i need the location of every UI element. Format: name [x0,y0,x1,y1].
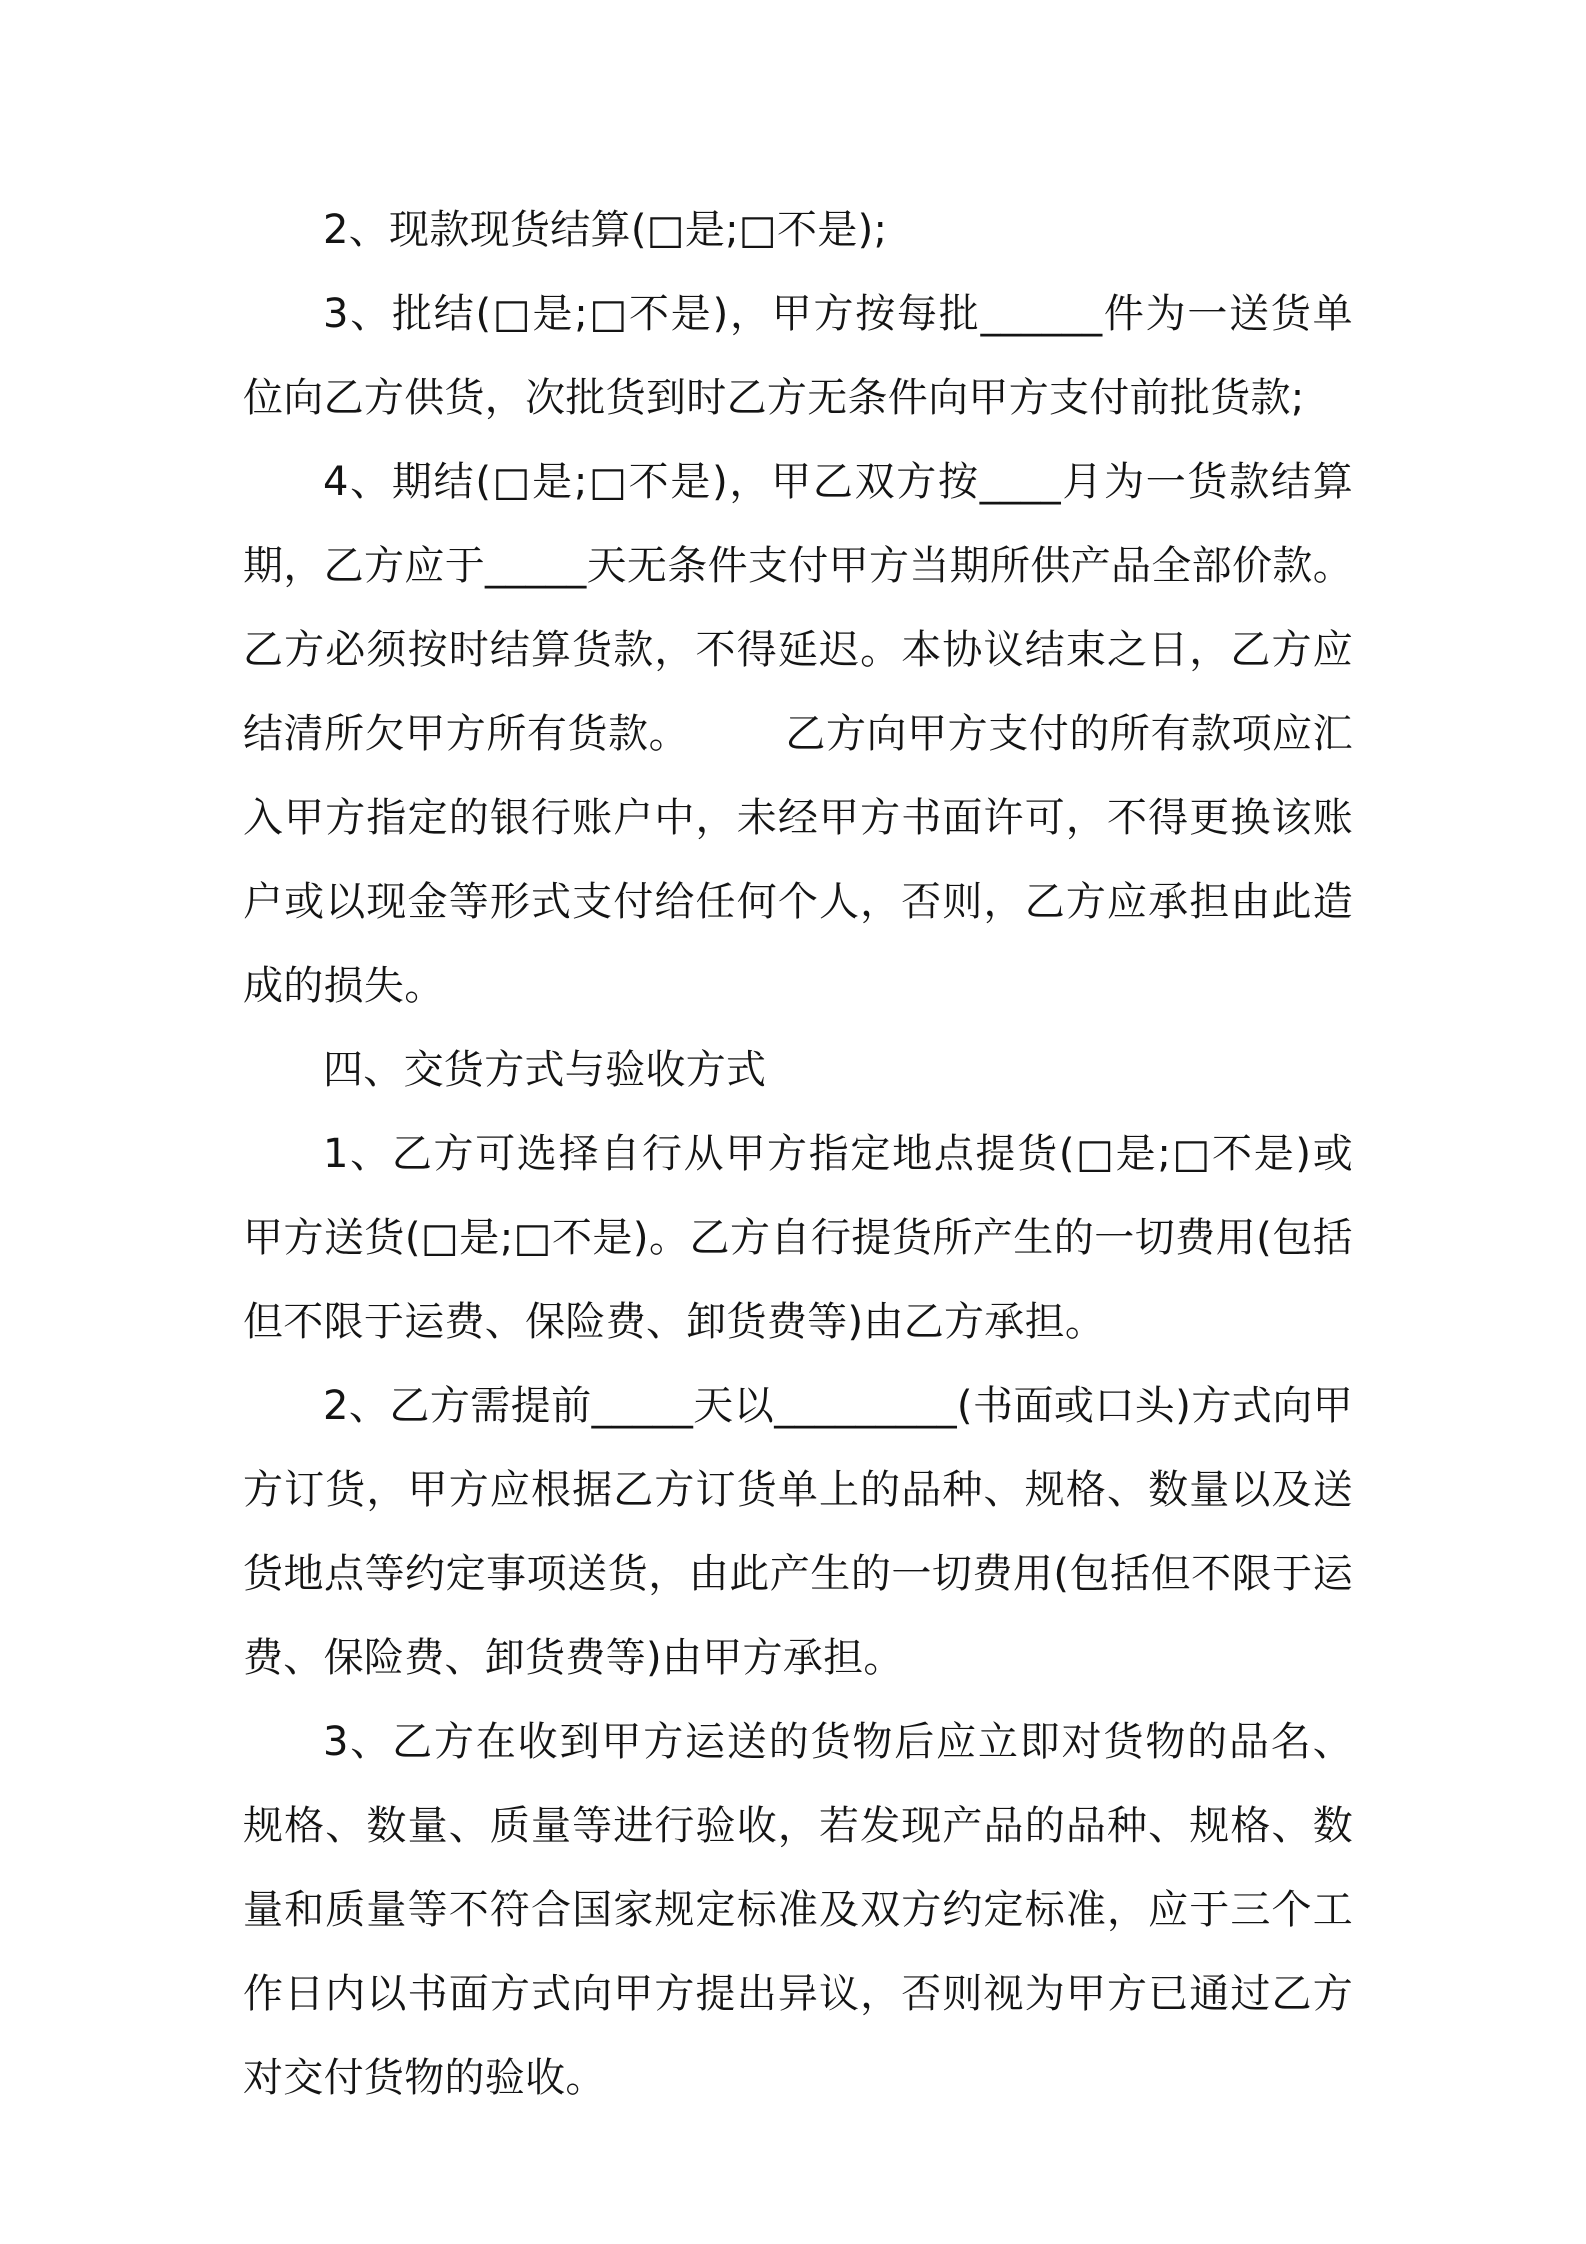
clause-inspection [243,1700,1353,2120]
clause-inspection-text: 3、乙方在收到甲方运送的货物后应立即对货物的品名、规格、数量、质量等进行验收，若发现产品的品种、规格、数量和质量等不符合国家规定标准及双方约定标准，应于三个工作日内以书面方式向甲方提出异议，否则视为甲方已通过乙方对交付货物的验收。 [243,1719,1353,2101]
clause-cash-settlement-text: 2、现款现货结算(□是;□不是); [323,207,888,253]
document-body [243,188,1353,2120]
clause-payment-account-text: 乙方向甲方支付的所有款项应汇入甲方指定的银行账户中，未经甲方书面许可，不得更换该账户或以现金等形式支付给任何个人，否则，乙方应承担由此造成的损失。 [243,711,1353,1009]
section-heading-delivery-text: 四、交货方式与验收方式 [323,1047,767,1093]
clause-order-advance-text: 2、乙方需提前_____天以_________(书面或口头)方式向甲方订货，甲方应根据乙方订货单上的品种、规格、数量以及送货地点等约定事项送货，由此产生的一切费用(包括但不限于运费、保险费、卸货费等)由甲方承担。 [243,1383,1353,1681]
clause-period-settlement-text: 4、期结(□是;□不是)，甲乙双方按____月为一货款结算期，乙方应于_____天无条件支付甲方当期所供产品全部价款。乙方必须按时结算货款，不得延迟。本协议结束之日，乙方应结清所欠甲方所有货款。 [243,459,1353,757]
clause-batch-settlement-text: 3、批结(□是;□不是)，甲方按每批______件为一送货单位向乙方供货，次批货到时乙方无条件向甲方支付前批货款; [243,291,1353,421]
clause-order-advance [243,1364,1353,1700]
clause-delivery-pickup [243,1112,1353,1364]
clause-cash-settlement [243,188,1353,272]
clause-delivery-pickup-text: 1、乙方可选择自行从甲方指定地点提货(□是;□不是)或甲方送货(□是;□不是)。乙方自行提货所产生的一切费用(包括但不限于运费、保险费、卸货费等)由乙方承担。 [243,1131,1353,1345]
section-heading-delivery [243,1028,1353,1112]
clause-batch-settlement [243,272,1353,440]
clause-period-settlement [243,440,1353,1028]
